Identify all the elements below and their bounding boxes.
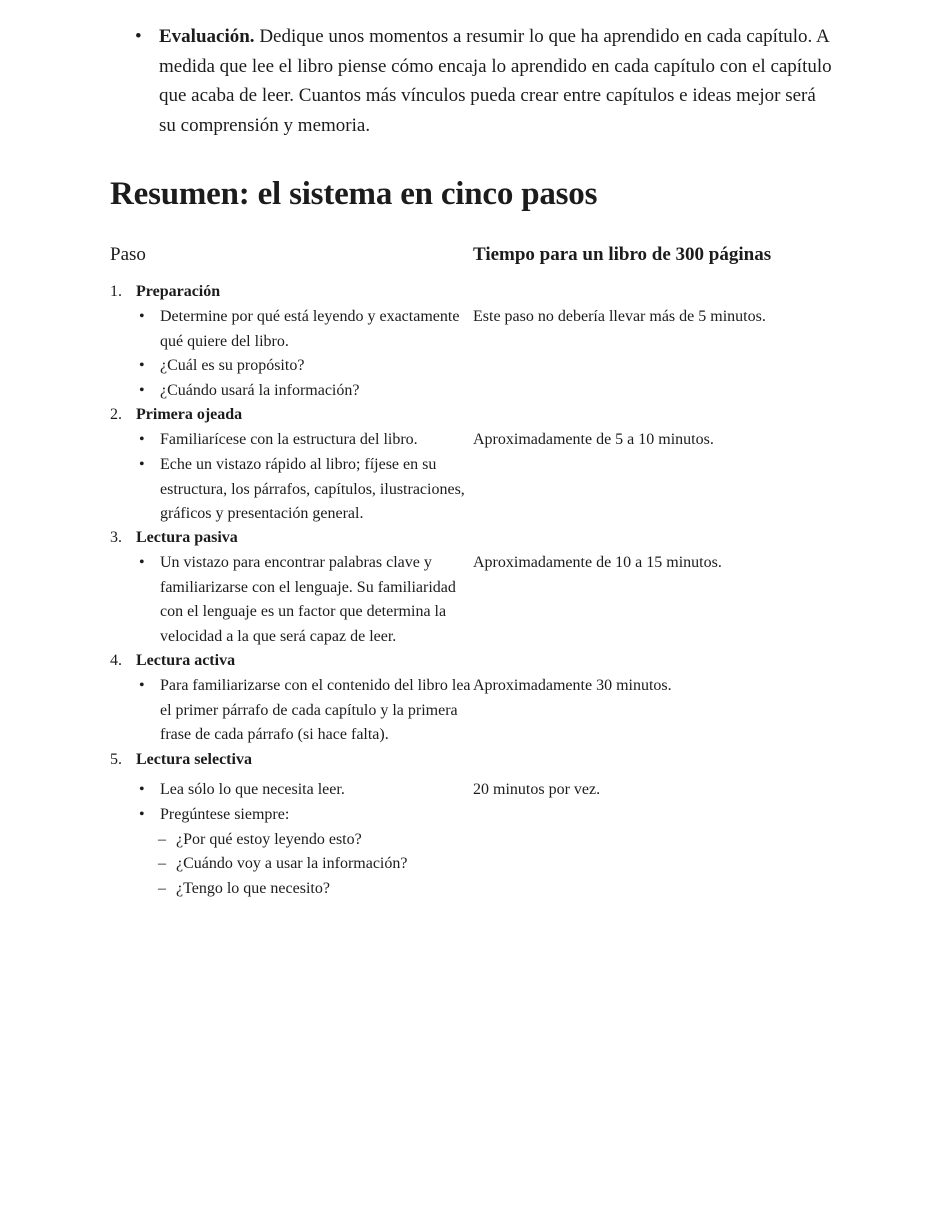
sub-list-item: – ¿Cuándo voy a usar la información? bbox=[158, 852, 407, 877]
list-item: • ¿Cuándo usará la información? bbox=[137, 379, 472, 404]
list-item: • Determine por qué está leyendo y exactamente qué quiere del libro. bbox=[137, 305, 472, 354]
bullet-icon: • bbox=[139, 677, 145, 694]
dash-icon: – bbox=[158, 880, 166, 897]
column-header-time: Tiempo para un libro de 300 páginas bbox=[473, 244, 772, 265]
bullet-icon: • bbox=[139, 308, 145, 325]
bullet-icon: • bbox=[139, 456, 145, 473]
bullet-icon: • bbox=[139, 806, 145, 823]
step-time: Aproximadamente 30 minutos. bbox=[473, 677, 672, 694]
step-time: Aproximadamente de 10 a 15 minutos. bbox=[473, 554, 722, 571]
column-header-step: Paso bbox=[110, 244, 146, 265]
bullet-icon: • bbox=[139, 357, 145, 374]
bullet-icon: • bbox=[139, 554, 145, 571]
step-heading: 2. Primera ojeada bbox=[110, 406, 243, 423]
list-item: • Eche un vistazo rápido al libro; fíjese en su estructura, los párrafos, capítulos, ilustraciones, gráficos y presentación general. bbox=[137, 453, 472, 527]
step-title: Lectura activa bbox=[136, 652, 236, 669]
bullet-icon: • bbox=[135, 26, 142, 47]
step-time: Aproximadamente de 5 a 10 minutos. bbox=[473, 431, 714, 448]
step-time: Este paso no debería llevar más de 5 minutos. bbox=[473, 308, 766, 325]
step-heading: 5. Lectura selectiva bbox=[110, 751, 252, 768]
section-title: Resumen: el sistema en cinco pasos bbox=[110, 176, 598, 212]
list-item: • Para familiarizarse con el contenido del libro lea el primer párrafo de cada capítulo y la primera frase de cada párrafo (si hace falta). bbox=[137, 674, 472, 748]
step-title: Preparación bbox=[136, 283, 221, 300]
list-item: • Pregúntese siempre: bbox=[137, 803, 472, 828]
list-item: • Lea sólo lo que necesita leer. bbox=[137, 778, 472, 803]
intro-text: Dedique unos momentos a resumir lo que ha aprendido en cada capítulo. A medida que lee el libro piense cómo encaja lo aprendido en cada capítulo con el capítulo que acaba de leer. Cuantos más vínculos pueda crear entre capítulos e ideas mejor será su comprensión y memoria. bbox=[159, 26, 832, 136]
sub-list-item: – ¿Por qué estoy leyendo esto? bbox=[158, 828, 362, 853]
step-heading: 3. Lectura pasiva bbox=[110, 529, 238, 546]
intro-bullet bbox=[135, 22, 835, 140]
step-title: Primera ojeada bbox=[136, 406, 243, 423]
step-title: Lectura pasiva bbox=[136, 529, 238, 546]
intro-bold-label: Evaluación. bbox=[159, 26, 255, 47]
step-title: Lectura selectiva bbox=[136, 751, 252, 768]
list-item: • ¿Cuál es su propósito? bbox=[137, 354, 472, 379]
bullet-icon: • bbox=[139, 781, 145, 798]
bullet-icon: • bbox=[139, 431, 145, 448]
step-heading: 4. Lectura activa bbox=[110, 652, 236, 669]
list-item: • Un vistazo para encontrar palabras clave y familiarizarse con el lenguaje. Su familiaridad con el lenguaje es un factor que determina la velocidad a la que será capaz de leer. bbox=[137, 551, 472, 649]
bullet-icon: • bbox=[139, 382, 145, 399]
step-time: 20 minutos por vez. bbox=[473, 781, 601, 798]
step-heading: 1. Preparación bbox=[110, 283, 221, 300]
sub-list-item: – ¿Tengo lo que necesito? bbox=[158, 877, 330, 902]
dash-icon: – bbox=[158, 831, 166, 848]
list-item: • Familiarícese con la estructura del libro. bbox=[137, 428, 472, 453]
dash-icon: – bbox=[158, 855, 166, 872]
